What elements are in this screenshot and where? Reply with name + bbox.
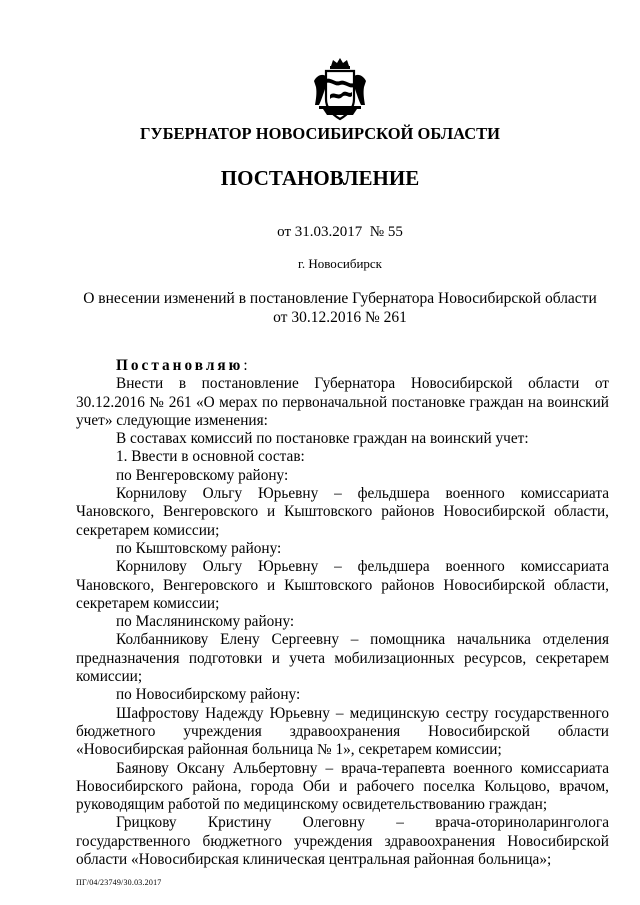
issuer-title: ГУБЕРНАТОР НОВОСИБИРСКОЙ ОБЛАСТИ	[140, 124, 500, 143]
body-paragraph: Корнилову Ольгу Юрьевну – фельдшера военного комиссариата Чановского, Венгеровского и Кыштовского районов Новосибирской области, секретарем комиссии;	[76, 558, 609, 612]
document-subject	[70, 289, 610, 327]
body-paragraph: по Венгеровскому району:	[116, 466, 289, 484]
document-code: ПГ/04/23749/30.03.2017	[76, 878, 162, 887]
subject-line-1: О внесении изменений в постановление Губернатора Новосибирской области	[83, 290, 597, 307]
document-body	[76, 357, 609, 869]
body-paragraph: Корнилову Ольгу Юрьевну – фельдшера военного комиссариата Чановского, Венгеровского и Кыштовского районов Новосибирской области, секретарем комиссии;	[76, 485, 609, 539]
resolution-word: Постановляю	[116, 357, 244, 374]
body-paragraph: 1. Ввести в основной состав:	[116, 448, 305, 466]
coat-of-arms-icon	[311, 57, 369, 123]
body-paragraph: Внести в постановление Губернатора Новосибирской области от 30.12.2016 № 261 «О мерах по первоначальной постановке граждан на воинский учет» следующие изменения:	[76, 375, 609, 429]
document-type: ПОСТАНОВЛЕНИЕ	[220, 166, 420, 190]
body-paragraph: Шафростову Надежду Юрьевну – медицинскую сестру государственного бюджетного учреждения здравоохранения Новосибирской области «Новосибирская районная больница № 1», секретарем комиссии;	[76, 704, 609, 759]
body-paragraph: В составах комиссий по постановке граждан на воинский учет:	[116, 430, 529, 448]
body-paragraph: по Новосибирскому району:	[116, 686, 301, 704]
date-number-line: от 31.03.2017 № 55	[277, 224, 403, 240]
body-paragraph: Грицкову Кристину Олеговну – врача-оториноларинголога государственного бюджетного учреждения здравоохранения Новосибирской области «Новосибирская клиническая центральная районная больница»;	[76, 814, 609, 869]
body-paragraph: по Маслянинскому району:	[116, 613, 295, 631]
body-paragraph: по Кыштовскому району:	[116, 539, 282, 557]
subject-line-2: от 30.12.2016 № 261	[273, 309, 407, 326]
resolution-colon: :	[243, 357, 248, 374]
resolution-word-line	[76, 357, 609, 375]
body-paragraph: Колбанникову Елену Сергеевну – помощника начальника отделения предназначения подготовки и учета мобилизационных ресурсов, секретарем комиссии;	[76, 631, 609, 686]
body-paragraph: Баянову Оксану Альбертовну – врача-терапевта военного комиссариата Новосибирского района, города Оби и рабочего поселка Кольцово, врачом, руководящим работой по медицинскому освидетельствованию граждан;	[76, 759, 609, 814]
city-line: г. Новосибирск	[297, 256, 382, 271]
